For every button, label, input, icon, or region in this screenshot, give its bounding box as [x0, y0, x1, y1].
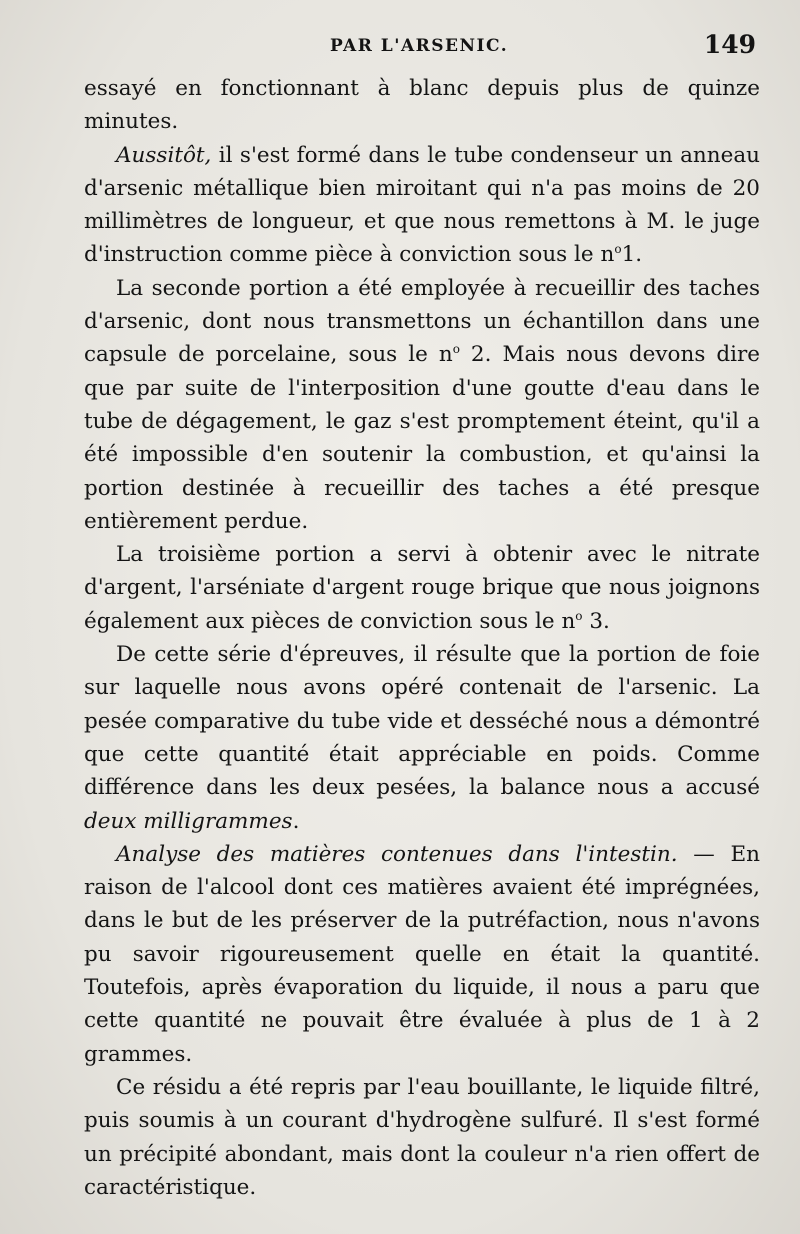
paragraph-lead-italic: Aussitôt,	[116, 142, 212, 168]
paragraph-seconde-portion	[84, 272, 760, 538]
paragraph-end: .	[292, 808, 300, 834]
paragraph-analyse-intestin	[84, 838, 760, 1071]
paragraph-text: La seconde portion a été employée à recueillir des taches d'arsenic, dont nous transmettons un échantillon dans une capsule de porcelaine, sous le n	[84, 275, 760, 368]
running-title: PAR L'ARSENIC.	[330, 36, 509, 56]
paragraph-serie-epreuves	[84, 638, 760, 838]
page-number: 149	[703, 30, 756, 59]
paragraph-italic-tail: deux milligrammes	[84, 808, 293, 834]
paragraph-text: Ce résidu a été repris par l'eau bouillante, le liquide filtré, puis soumis à un courant d'hydrogène sulfuré. Il s'est formé un précipité abondant, mais dont la couleur n'a rien offert de caractéristique.	[84, 1074, 760, 1200]
paragraph-residu	[84, 1071, 760, 1204]
paragraph-text: — En raison de l'alcool dont ces matières avaient été imprégnées, dans le but de les préserver de la putréfaction, nous n'avons pu savoir rigoureusement quelle en était la quantité. Toutefois, après évaporation du liquide, il nous a paru que cette quantité ne pouvait être évaluée à plus de 1 à 2 grammes.	[84, 841, 760, 1067]
paragraph-text: La troisième portion a servi à obtenir avec le nitrate d'argent, l'arséniate d'argent rouge brique que nous joignons également aux pièces de conviction sous le n	[84, 542, 760, 634]
paragraph-end: 1.	[621, 242, 643, 268]
superscript-numero: o	[575, 608, 583, 623]
paragraph-text: essayé en fonctionnant à blanc depuis plus de quinze minutes.	[84, 76, 760, 135]
paragraph-end: 3.	[582, 608, 610, 634]
running-head	[80, 28, 756, 68]
paragraph-continuation	[84, 72, 760, 139]
paragraph-aussitot	[84, 139, 760, 272]
superscript-numero: o	[614, 242, 622, 257]
paragraph-end: 2. Mais nous devons dire que par suite de l'interposition d'une goutte d'eau dans le tube de dégagement, le gaz s'est promptement éteint, qu'il a été impossible d'en soutenir la combustion, et qu'ainsi la portion destinée à recueillir des taches a été presque entièrement perdue.	[84, 342, 761, 534]
body-text	[84, 72, 760, 1204]
paragraph-troisieme-portion	[84, 538, 760, 638]
paragraph-text: il s'est formé dans le tube condenseur un anneau d'arsenic métallique bien miroitant qui n'a pas moins de 20 millimètres de longueur, et que nous remettons à M. le juge d'instruction comme pièce à conviction sous le n	[84, 142, 760, 268]
paragraph-lead-italic: Analyse des matières contenues dans l'intestin.	[116, 841, 678, 867]
superscript-numero: o	[452, 342, 460, 357]
paragraph-text: De cette série d'épreuves, il résulte que la portion de foie sur laquelle nous avons opéré contenait de l'arsenic. La pesée comparative du tube vide et desséché nous a démontré que cette quantité était appréciable en poids. Comme différence dans les deux pesées, la balance nous a accusé	[84, 642, 760, 801]
